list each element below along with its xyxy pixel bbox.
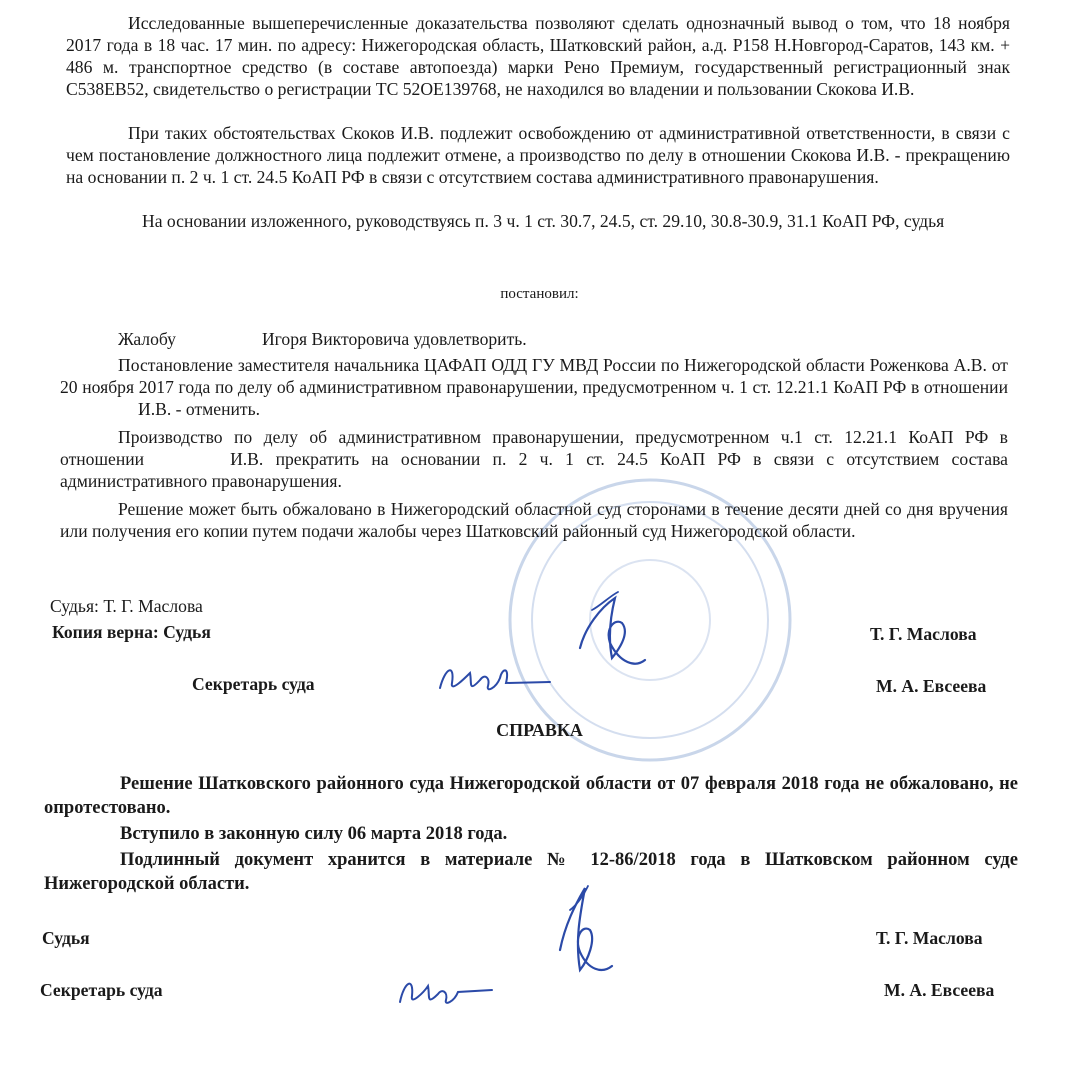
resolution-terminate bbox=[60, 426, 1008, 492]
resolution-cancel-start: Постановление заместителя начальника ЦАФАП ОДД ГУ МВД России по Нижегородской области Роженкова А.В. от 20 ноября 2017 года по делу об административном правонарушении, предусмотренном ч. 1 ст. 12.21.1 КоАП РФ в отношении bbox=[60, 355, 1008, 397]
secretary-signature bbox=[430, 648, 560, 708]
copy-certified-label: Копия верна: Судья bbox=[52, 622, 211, 642]
resolved-heading: постановил: bbox=[500, 286, 579, 302]
secretary-label: Секретарь суда bbox=[192, 674, 315, 694]
paragraph-evidence: Исследованные вышеперечисленные доказательства позволяют сделать однозначный вывод о том, что 18 ноября 2017 года в 18 час. 17 мин. по адресу: Нижегородская область, Шатковский район, а.д. Р158 Н.Новгород-Саратов, 143 км. + 486 м. транспортное средство (в составе автопоезда) марки Рено Премиум, государственный регистрационный знак С538ЕВ52, свидетельство о регистрации ТС 52ОЕ139768, не находился во владении и пользовании Скокова И.В. bbox=[66, 13, 1010, 99]
secretary-name: М. А. Евсеева bbox=[876, 676, 987, 696]
paragraph-basis: На основании изложенного, руководствуясь п. 3 ч. 1 ст. 30.7, 24.5, ст. 29.10, 30.8-30.9, 31.1 КоАП РФ, судья bbox=[142, 211, 945, 231]
judge-line: Судья: Т. Г. Маслова bbox=[50, 596, 203, 616]
resolution-complaint-end: Игоря Викторовича удовлетворить. bbox=[261, 329, 527, 349]
certificate-not-appealed: Решение Шатковского районного суда Нижегородской области от 07 февраля 2018 года не обжаловано, не опротестовано. bbox=[44, 774, 1018, 818]
resolution-terminate-start: Производство по делу об административном правонарушении, предусмотренном ч.1 ст. 12.21.1 КоАП РФ в отношении bbox=[60, 427, 1008, 469]
judge-name: Т. Г. Маслова bbox=[876, 928, 983, 948]
paragraph-release: При таких обстоятельствах Скоков И.В. подлежит освобождению от административной ответственности, в связи с чем постановление должностного лица подлежит отмене, а производство по делу в отношении Скокова И.В. - прекращению на основании п. 2 ч. 1 ст. 24.5 КоАП РФ в связи с отсутствием состава административного правонарушения. bbox=[66, 123, 1010, 187]
resolution-cancel-end: И.В. - отменить. bbox=[138, 399, 261, 419]
judge-label: Судья bbox=[42, 928, 90, 948]
certificate-original-kept: Подлинный документ хранится в материале № 12-86/2018 года в Шатковском районном суде Нижегородской области. bbox=[44, 850, 1018, 894]
secretary-signature bbox=[392, 960, 502, 1020]
resolution-appeal: Решение может быть обжаловано в Нижегородский областной суд сторонами в течение десяти дней со дня вручения или получения его копии путем подачи жалобы через Шатковский районный суд Нижегородской области. bbox=[60, 499, 1008, 541]
certificate-title: СПРАВКА bbox=[496, 720, 583, 740]
judge-signature bbox=[530, 880, 630, 990]
resolution-cancel bbox=[60, 354, 1008, 420]
certificate-entered-force: Вступило в законную силу 06 марта 2018 года. bbox=[120, 824, 508, 844]
resolution-complaint bbox=[60, 328, 1008, 350]
secretary-label: Секретарь суда bbox=[40, 980, 163, 1000]
resolution-terminate-end: И.В. прекратить на основании п. 2 ч. 1 ст. 24.5 КоАП РФ в связи с отсутствием состава административного правонарушения. bbox=[60, 449, 1008, 491]
judge-signature bbox=[560, 588, 670, 678]
secretary-name: М. А. Евсеева bbox=[884, 980, 995, 1000]
resolution-complaint-start: Жалобу bbox=[118, 329, 176, 349]
judge-name: Т. Г. Маслова bbox=[870, 624, 977, 644]
